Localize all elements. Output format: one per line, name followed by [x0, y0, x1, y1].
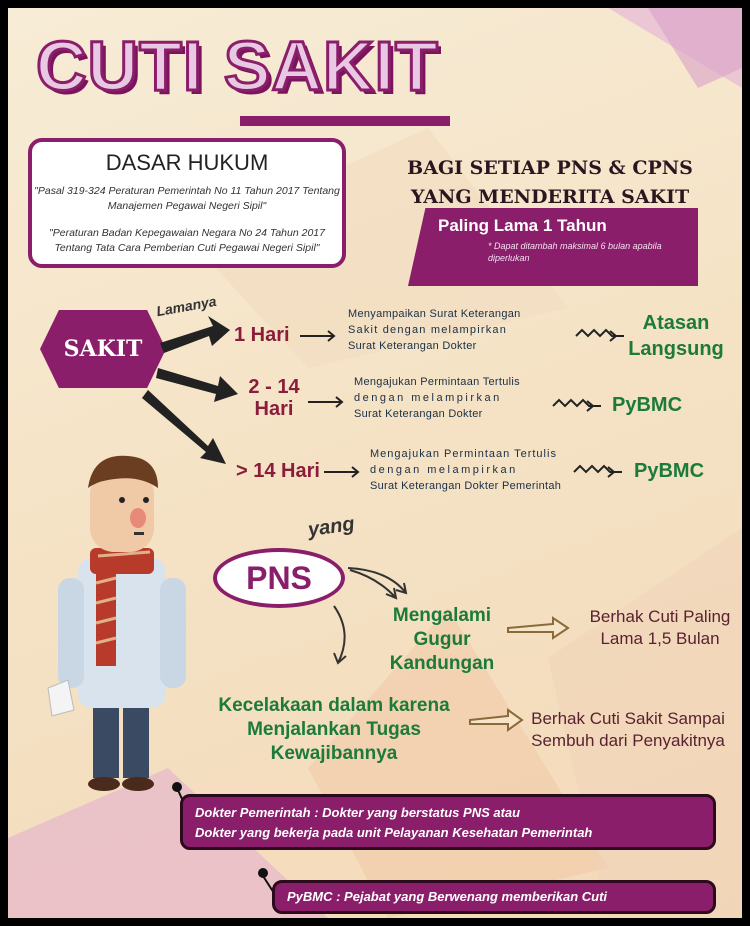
- bagi-line: BAGI SETIAP PNS & CPNS: [407, 157, 693, 179]
- bagi-line: YANG MENDERITA SAKIT: [410, 186, 690, 208]
- dasar-hukum-heading: DASAR HUKUM: [105, 150, 269, 175]
- step-line: Surat Keterangan Dokter Pemerintah: [370, 480, 562, 492]
- duration-label: 2 - 14 Hari: [248, 376, 300, 420]
- sakit-label: SAKIT: [63, 336, 143, 362]
- result-line: Sembuh dari Penyakitnya: [531, 731, 725, 750]
- result-line: Lama 1,5 Bulan: [600, 629, 720, 648]
- sick-person-illustration: [38, 448, 198, 798]
- step-line: dengan melampirkan: [370, 464, 518, 476]
- dokter-pemerintah-note: [180, 794, 716, 850]
- step-text: [348, 306, 558, 354]
- destination-label: PyBMC: [612, 394, 683, 416]
- dasar-hukum-item: "Peraturan Badan Kepegawaian Negara No 24 Tahun 2017 Tentang Tata Cara Pemberian Cuti Pegawai Negeri Sipil": [49, 227, 325, 254]
- destination-line: Langsung: [628, 338, 724, 360]
- yang-label: yang: [306, 512, 356, 542]
- bullet-dot: [172, 782, 182, 792]
- kecelakaan-line: Kecelakaan dalam karena: [218, 695, 450, 716]
- step-text: [354, 374, 564, 422]
- poster: [8, 8, 742, 918]
- dasar-hukum-item: "Pasal 319-324 Peraturan Pemerintah No 11 Tahun 2017 Tentang Manajemen Pegawai Negeri Sipil": [34, 185, 340, 212]
- destination-label: [626, 310, 726, 362]
- step-line: dengan melampirkan: [354, 392, 502, 404]
- step-line: Surat Keterangan Dokter: [348, 340, 477, 352]
- pybmc-note: PyBMC : Pejabat yang Berwenang memberikan Cuti: [272, 880, 716, 914]
- gugur-kandungan-result: [578, 606, 742, 650]
- result-line: Berhak Cuti Paling: [589, 607, 731, 626]
- footer-line: Dokter yang bekerja pada unit Pelayanan Kesehatan Pemerintah: [195, 825, 593, 840]
- arrow-icon: [156, 368, 238, 402]
- arrow-icon: [160, 316, 230, 353]
- duration-label: 1 Hari: [234, 324, 290, 346]
- kecelakaan-label: [198, 694, 470, 766]
- step-line: Mengajukan Permintaan Tertulis: [370, 448, 557, 460]
- pns-label: PNS: [246, 560, 312, 596]
- page-title: CUTI SAKIT: [36, 27, 439, 105]
- paling-lama-note: * Dapat ditambah maksimal 6 bulan apabila diperlukan: [488, 241, 662, 263]
- gugur-kandungan-label: [362, 604, 522, 676]
- step-text: [370, 446, 580, 494]
- step-line: Menyampaikan Surat Keterangan: [348, 308, 521, 320]
- step-line: Mengajukan Permintaan Tertulis: [354, 376, 520, 388]
- lamanya-label: Lamanya: [155, 292, 218, 320]
- step-line: Surat Keterangan Dokter: [354, 408, 483, 420]
- destination-label: PyBMC: [634, 460, 705, 482]
- footer-line: Dokter Pemerintah : Dokter yang berstatus PNS atau: [195, 805, 521, 820]
- paling-lama-text: Paling Lama 1 Tahun: [438, 216, 607, 235]
- gugur-line: Mengalami Gugur: [392, 605, 492, 650]
- gugur-line: Kandungan: [389, 653, 495, 674]
- step-line: Sakit dengan melampirkan: [348, 324, 508, 336]
- bullet-dot: [258, 868, 268, 878]
- destination-line: Atasan: [642, 312, 710, 334]
- kecelakaan-result: [518, 708, 738, 752]
- duration-label: > 14 Hari: [236, 460, 320, 482]
- kecelakaan-line: Menjalankan Tugas Kewajibannya: [247, 719, 421, 764]
- result-line: Berhak Cuti Sakit Sampai: [531, 709, 725, 728]
